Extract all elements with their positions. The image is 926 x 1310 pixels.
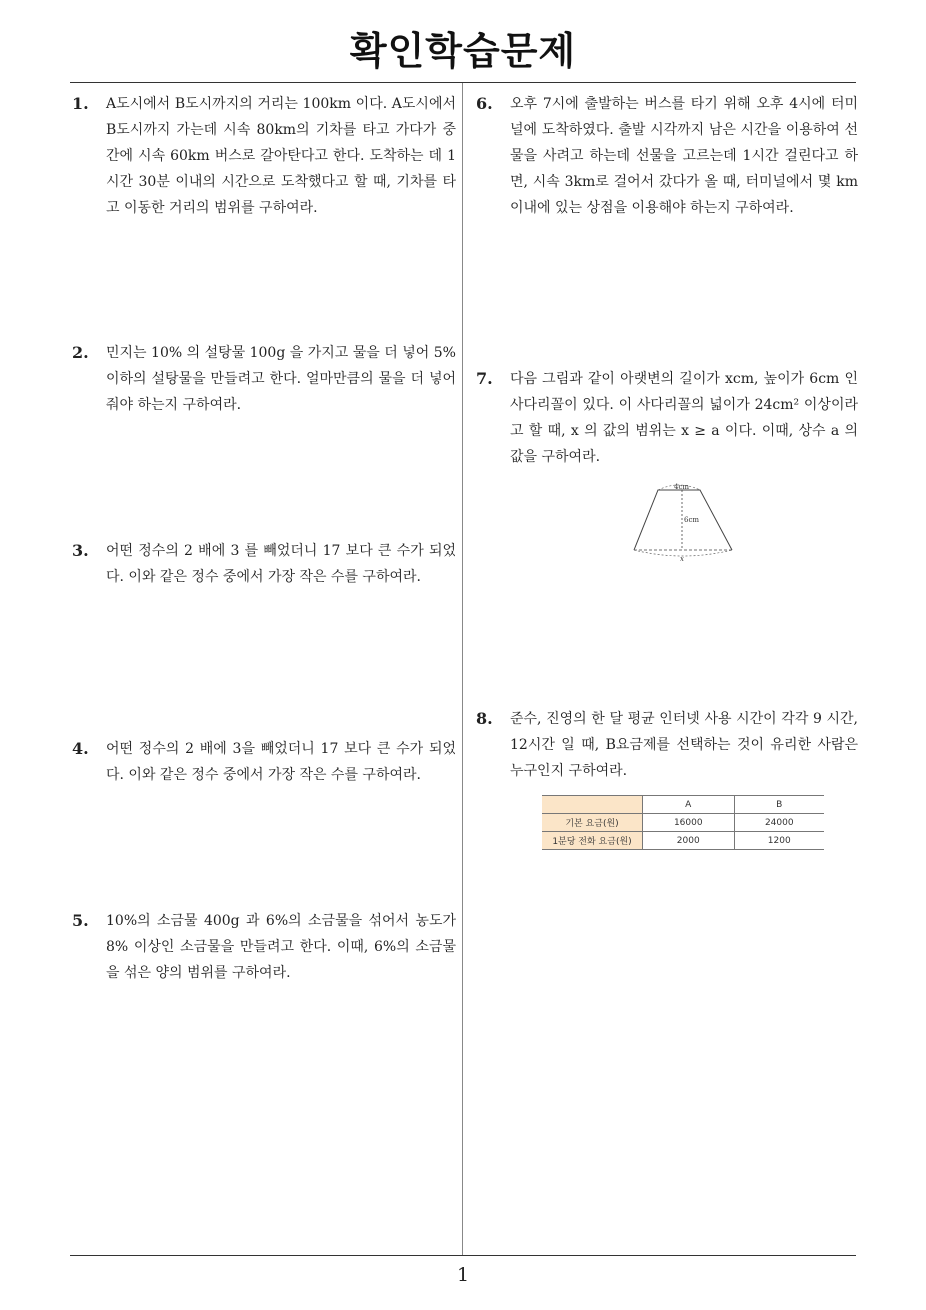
- page-number: 1: [456, 1264, 470, 1286]
- problem-7: [476, 366, 858, 470]
- problem-5: [72, 908, 456, 986]
- table-header-row: [542, 796, 824, 814]
- table-header-b: B: [734, 796, 824, 814]
- top-length-label: 4cm: [674, 483, 690, 491]
- problem-number: 7.: [476, 369, 493, 388]
- problem-number: 8.: [476, 709, 493, 728]
- problem-3: [72, 538, 456, 590]
- table-row: [542, 832, 824, 850]
- table-cell: 16000: [643, 814, 735, 832]
- problem-2: [72, 340, 456, 418]
- problem-1: [72, 91, 456, 221]
- trapezoid-figure: [628, 478, 738, 564]
- height-label: 6cm: [684, 516, 700, 524]
- bottom-length-label: x: [680, 555, 684, 563]
- problem-text: 민지는 10% 의 설탕물 100g 을 가지고 물을 더 넣어 5% 이하의 설탕물을 만들려고 한다. 얼마만큼의 물을 더 넣어줘야 하는지 구하여라.: [106, 345, 456, 413]
- problem-6: [476, 91, 858, 221]
- problem-number: 6.: [476, 94, 493, 113]
- problem-8: [476, 706, 858, 784]
- problem-text: 다음 그림과 같이 아랫변의 길이가 xcm, 높이가 6cm 인 사다리꼴이 있다. 이 사다리꼴의 넓이가 24cm² 이상이라고 할 때, x 의 값의 범위는 x ≥ a 이다. 이때, 상수 a 의 값을 구하여라.: [510, 371, 858, 465]
- table-row: [542, 814, 824, 832]
- bottom-rule: [70, 1255, 856, 1256]
- table-corner-cell: [542, 796, 643, 814]
- problem-number: 2.: [72, 343, 89, 362]
- column-divider: [462, 83, 463, 1255]
- problem-text: 오후 7시에 출발하는 버스를 타기 위해 오후 4시에 터미널에 도착하였다. 출발 시각까지 남은 시간을 이용하여 선물을 사려고 하는데 선물을 고르는데 1시간 걸린다고 하면, 시속 3km로 걸어서 갔다가 올 때, 터미널에서 몇 km 이내에 있는 상점을 이용해야 하는지 구하여라.: [510, 96, 858, 216]
- top-rule: [70, 82, 856, 83]
- problem-number: 5.: [72, 911, 89, 930]
- table-cell: 1200: [734, 832, 824, 850]
- page-title: 확인학습문제: [349, 29, 577, 73]
- table-row-label: 기본 요금(원): [542, 814, 643, 832]
- problem-text: 어떤 정수의 2 배에 3을 빼었더니 17 보다 큰 수가 되었다. 이와 같은 정수 중에서 가장 작은 수를 구하여라.: [106, 741, 456, 783]
- problem-text: 10%의 소금물 400g 과 6%의 소금물을 섞어서 농도가 8% 이상인 소금물을 만들려고 한다. 이때, 6%의 소금물을 섞은 양의 범위를 구하여라.: [106, 913, 456, 981]
- table-row-label: 1분당 전화 요금(원): [542, 832, 643, 850]
- problem-4: [72, 736, 456, 788]
- trapezoid-sides: [634, 490, 732, 550]
- table-cell: 2000: [643, 832, 735, 850]
- table-cell: 24000: [734, 814, 824, 832]
- problem-number: 1.: [72, 94, 89, 113]
- problem-number: 4.: [72, 739, 89, 758]
- problem-text: A도시에서 B도시까지의 거리는 100km 이다. A도시에서 B도시까지 가는데 시속 80km의 기차를 타고 가다가 중간에 시속 60km 버스로 갈아탄다고 한다. 도착하는 데 1시간 30분 이내의 시간으로 도착했다고 할 때, 기차를 타고 이동한 거리의 범위를 구하여라.: [106, 96, 456, 216]
- table-header-a: A: [643, 796, 735, 814]
- problem-text: 준수, 진영의 한 달 평균 인터넷 사용 시간이 각각 9 시간, 12시간 일 때, B요금제를 선택하는 것이 유리한 사람은 누구인지 구하여라.: [510, 711, 858, 779]
- problem-number: 3.: [72, 541, 89, 560]
- fee-table: [542, 795, 824, 850]
- problem-text: 어떤 정수의 2 배에 3 를 빼었더니 17 보다 큰 수가 되었다. 이와 같은 정수 중에서 가장 작은 수를 구하여라.: [106, 543, 456, 585]
